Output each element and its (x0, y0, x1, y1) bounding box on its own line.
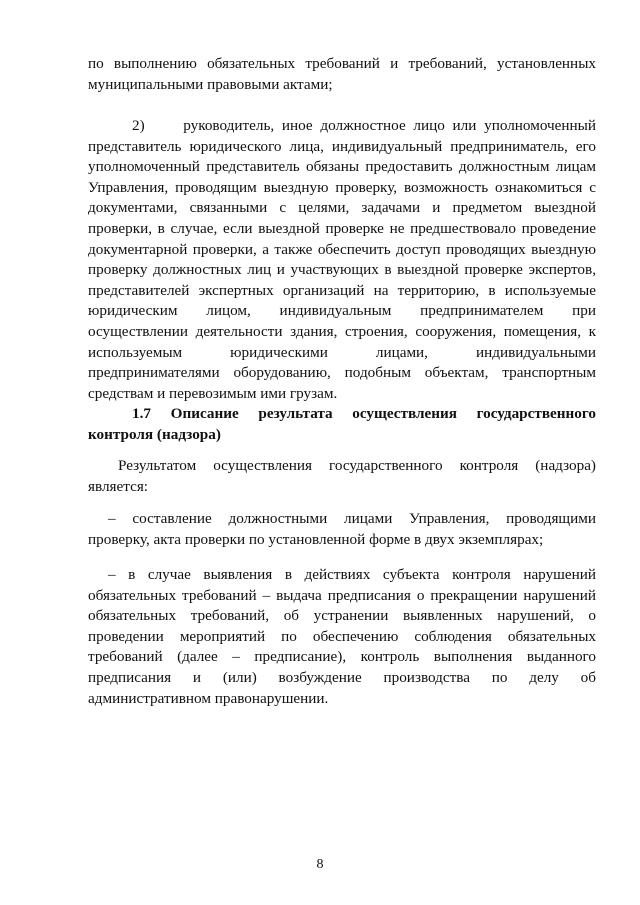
paragraph-continuation: по выполнению обязательных требований и требований, установленных муниципальными правовыми актами; (88, 55, 596, 93)
paragraph-result-act: – составление должностными лицами Управления, проводящими проверку, акта проверки по установленной форме в двух экземплярах; (88, 510, 596, 548)
page-number: 8 (316, 857, 324, 872)
paragraph-item-2: 2) руководитель, иное должностное лицо или уполномоченный представитель юридического лица, индивидуальный предприниматель, его уполномоченный представитель обязаны предоставить должностным лицам Управления, проводящим выездную проверку, возможность ознакомиться с документами, связанными с целями, задачами и предметом выездной проверки, в случае, если выездной проверке не предшествовало проведение документарной проверки, а также обеспечить доступ проводящих выездную проверку должностных лиц и участвующих в выездной проверке экспертов, представителей экспертных организаций на территорию, в используемые юридическим лицом, индивидуальным предпринимателем при осуществлении деятельности здания, строения, сооружения, помещения, к используемым юридическими лицами, индивидуальными предпринимателями оборудованию, подобным объектам, транспортным средствам и перевозимым ими грузам. (88, 117, 596, 402)
paragraph-result-intro: Результатом осуществления государственного контроля (надзора) является: (88, 457, 596, 495)
section-heading: 1.7 Описание результата осуществления государственного контроля (надзора) (88, 405, 596, 443)
paragraph-result-prescription: – в случае выявления в действиях субъекта контроля нарушений обязательных требований – выдача предписания о прекращении нарушений обязательных требований, об устранении выявленных нарушений, о проведении мероприятий по обеспечению соблюдения обязательных требований (далее – предписание), контроль выполнения выданного предписания и (или) возбуждение производства по делу об административном правонарушении. (88, 566, 596, 707)
